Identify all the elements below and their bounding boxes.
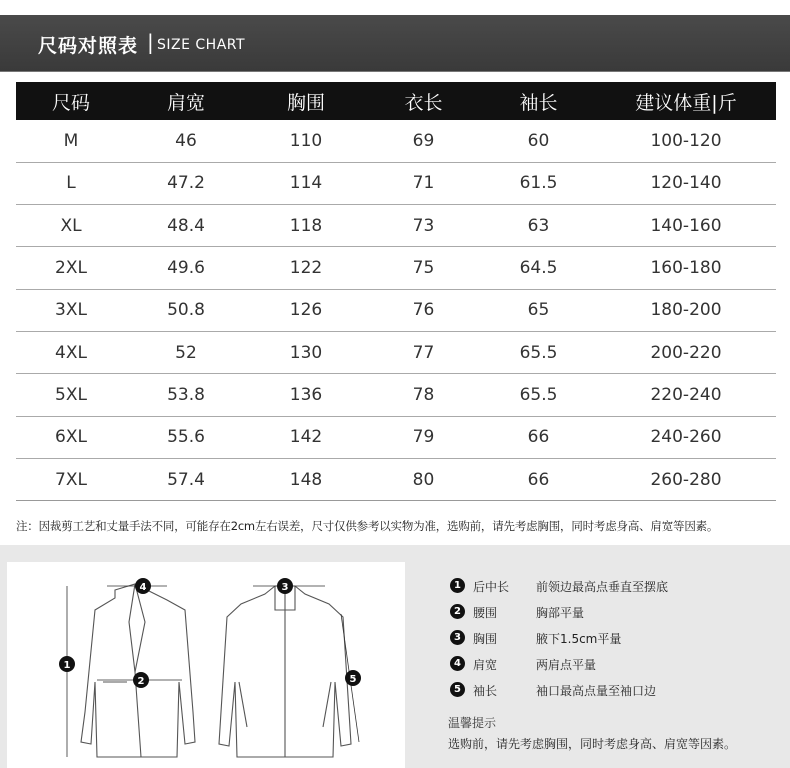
legend-number: 1 xyxy=(450,578,465,593)
table-cell: 142 xyxy=(246,416,366,458)
table-cell: 100-120 xyxy=(596,120,776,162)
measure-markers xyxy=(59,578,361,688)
table-cell: 136 xyxy=(246,374,366,416)
legend-description: 腋下1.5cm平量 xyxy=(536,632,622,646)
table-cell: 65.5 xyxy=(481,374,596,416)
table-cell: 71 xyxy=(366,162,481,204)
table-cell: 55.6 xyxy=(126,416,246,458)
table-cell: 240-260 xyxy=(596,416,776,458)
table-cell: 126 xyxy=(246,289,366,331)
table-cell: 60 xyxy=(481,120,596,162)
table-row xyxy=(16,289,776,331)
table-cell: 69 xyxy=(366,120,481,162)
tips-text: 选购前，请先考虑胸围，同时考虑身高、肩宽等因素。 xyxy=(448,737,737,751)
front-jacket-outline xyxy=(81,584,195,757)
table-cell: 63 xyxy=(481,205,596,247)
table-cell: 180-200 xyxy=(596,289,776,331)
table-cell: 48.4 xyxy=(126,205,246,247)
marker-3: 3 xyxy=(281,582,289,593)
jacket-illustrations xyxy=(7,562,405,768)
column-header: 袖长 xyxy=(481,82,596,120)
table-cell: 73 xyxy=(366,205,481,247)
table-cell: 122 xyxy=(246,247,366,289)
table-cell: 200-220 xyxy=(596,331,776,373)
table-row xyxy=(16,458,776,500)
column-header: 衣长 xyxy=(366,82,481,120)
table-cell: 120-140 xyxy=(596,162,776,204)
title-chinese: 尺码对照表 xyxy=(38,35,139,57)
marker-4: 4 xyxy=(139,582,147,593)
title-bar xyxy=(0,15,790,72)
table-row xyxy=(16,374,776,416)
table-cell: 65.5 xyxy=(481,331,596,373)
column-header: 建议体重|斤 xyxy=(596,82,776,120)
table-cell: 220-240 xyxy=(596,374,776,416)
legend-number: 2 xyxy=(450,604,465,619)
table-row xyxy=(16,162,776,204)
table-cell: 118 xyxy=(246,205,366,247)
table-row xyxy=(16,205,776,247)
legend-name: 腰围 xyxy=(473,606,498,620)
table-cell: L xyxy=(16,162,126,204)
table-cell: 49.6 xyxy=(126,247,246,289)
table-cell: 65 xyxy=(481,289,596,331)
table-cell: 80 xyxy=(366,458,481,500)
legend-number: 4 xyxy=(450,656,465,671)
table-header-row xyxy=(16,82,776,120)
table-cell: 64.5 xyxy=(481,247,596,289)
table-row xyxy=(16,331,776,373)
table-cell: 4XL xyxy=(16,331,126,373)
table-cell: 3XL xyxy=(16,289,126,331)
garment-diagram xyxy=(7,562,405,768)
table-cell: 148 xyxy=(246,458,366,500)
column-header: 胸围 xyxy=(246,82,366,120)
table-cell: 46 xyxy=(126,120,246,162)
legend-name: 胸围 xyxy=(473,632,498,646)
legend-description: 胸部平量 xyxy=(536,606,585,620)
size-table xyxy=(16,82,776,501)
table-cell: 5XL xyxy=(16,374,126,416)
table-cell: 52 xyxy=(126,331,246,373)
table-row xyxy=(16,247,776,289)
table-cell: M xyxy=(16,120,126,162)
table-cell: 66 xyxy=(481,458,596,500)
measurement-note: 注：因裁剪工艺和丈量手法不同，可能存在2cm左右误差，尺寸仅供参考以实物为准，选购前，请先考虑胸围，同时考虑身高、肩宽等因素。 xyxy=(16,519,719,533)
table-cell: 6XL xyxy=(16,416,126,458)
legend-name: 肩宽 xyxy=(473,658,498,672)
column-header: 肩宽 xyxy=(126,82,246,120)
marker-2: 2 xyxy=(137,676,145,687)
table-row xyxy=(16,120,776,162)
tips-title: 温馨提示 xyxy=(448,716,497,730)
table-cell: 76 xyxy=(366,289,481,331)
table-cell: 78 xyxy=(366,374,481,416)
table-cell: 130 xyxy=(246,331,366,373)
table-cell: 50.8 xyxy=(126,289,246,331)
title-separator: | xyxy=(147,30,154,54)
table-cell: 110 xyxy=(246,120,366,162)
table-cell: 260-280 xyxy=(596,458,776,500)
legend-name: 袖长 xyxy=(473,684,498,698)
table-cell: 79 xyxy=(366,416,481,458)
legend-name: 后中长 xyxy=(473,580,510,594)
table-cell: 7XL xyxy=(16,458,126,500)
table-cell: 53.8 xyxy=(126,374,246,416)
marker-5: 5 xyxy=(349,674,357,685)
marker-1: 1 xyxy=(63,660,71,671)
legend-description: 两肩点平量 xyxy=(536,658,597,672)
table-cell: 114 xyxy=(246,162,366,204)
legend-number: 3 xyxy=(450,630,465,645)
table-cell: 2XL xyxy=(16,247,126,289)
legend-description: 前领边最高点垂直至摆底 xyxy=(536,580,669,594)
table-cell: 66 xyxy=(481,416,596,458)
table-cell: 75 xyxy=(366,247,481,289)
table-cell: 47.2 xyxy=(126,162,246,204)
table-cell: 61.5 xyxy=(481,162,596,204)
table-cell: 140-160 xyxy=(596,205,776,247)
title-english: SIZE CHART xyxy=(157,37,246,53)
table-cell: 57.4 xyxy=(126,458,246,500)
table-cell: 77 xyxy=(366,331,481,373)
column-header: 尺码 xyxy=(16,82,126,120)
legend-number: 5 xyxy=(450,682,465,697)
table-cell: 160-180 xyxy=(596,247,776,289)
table-row xyxy=(16,416,776,458)
table-cell: XL xyxy=(16,205,126,247)
legend-description: 袖口最高点量至袖口边 xyxy=(536,684,657,698)
